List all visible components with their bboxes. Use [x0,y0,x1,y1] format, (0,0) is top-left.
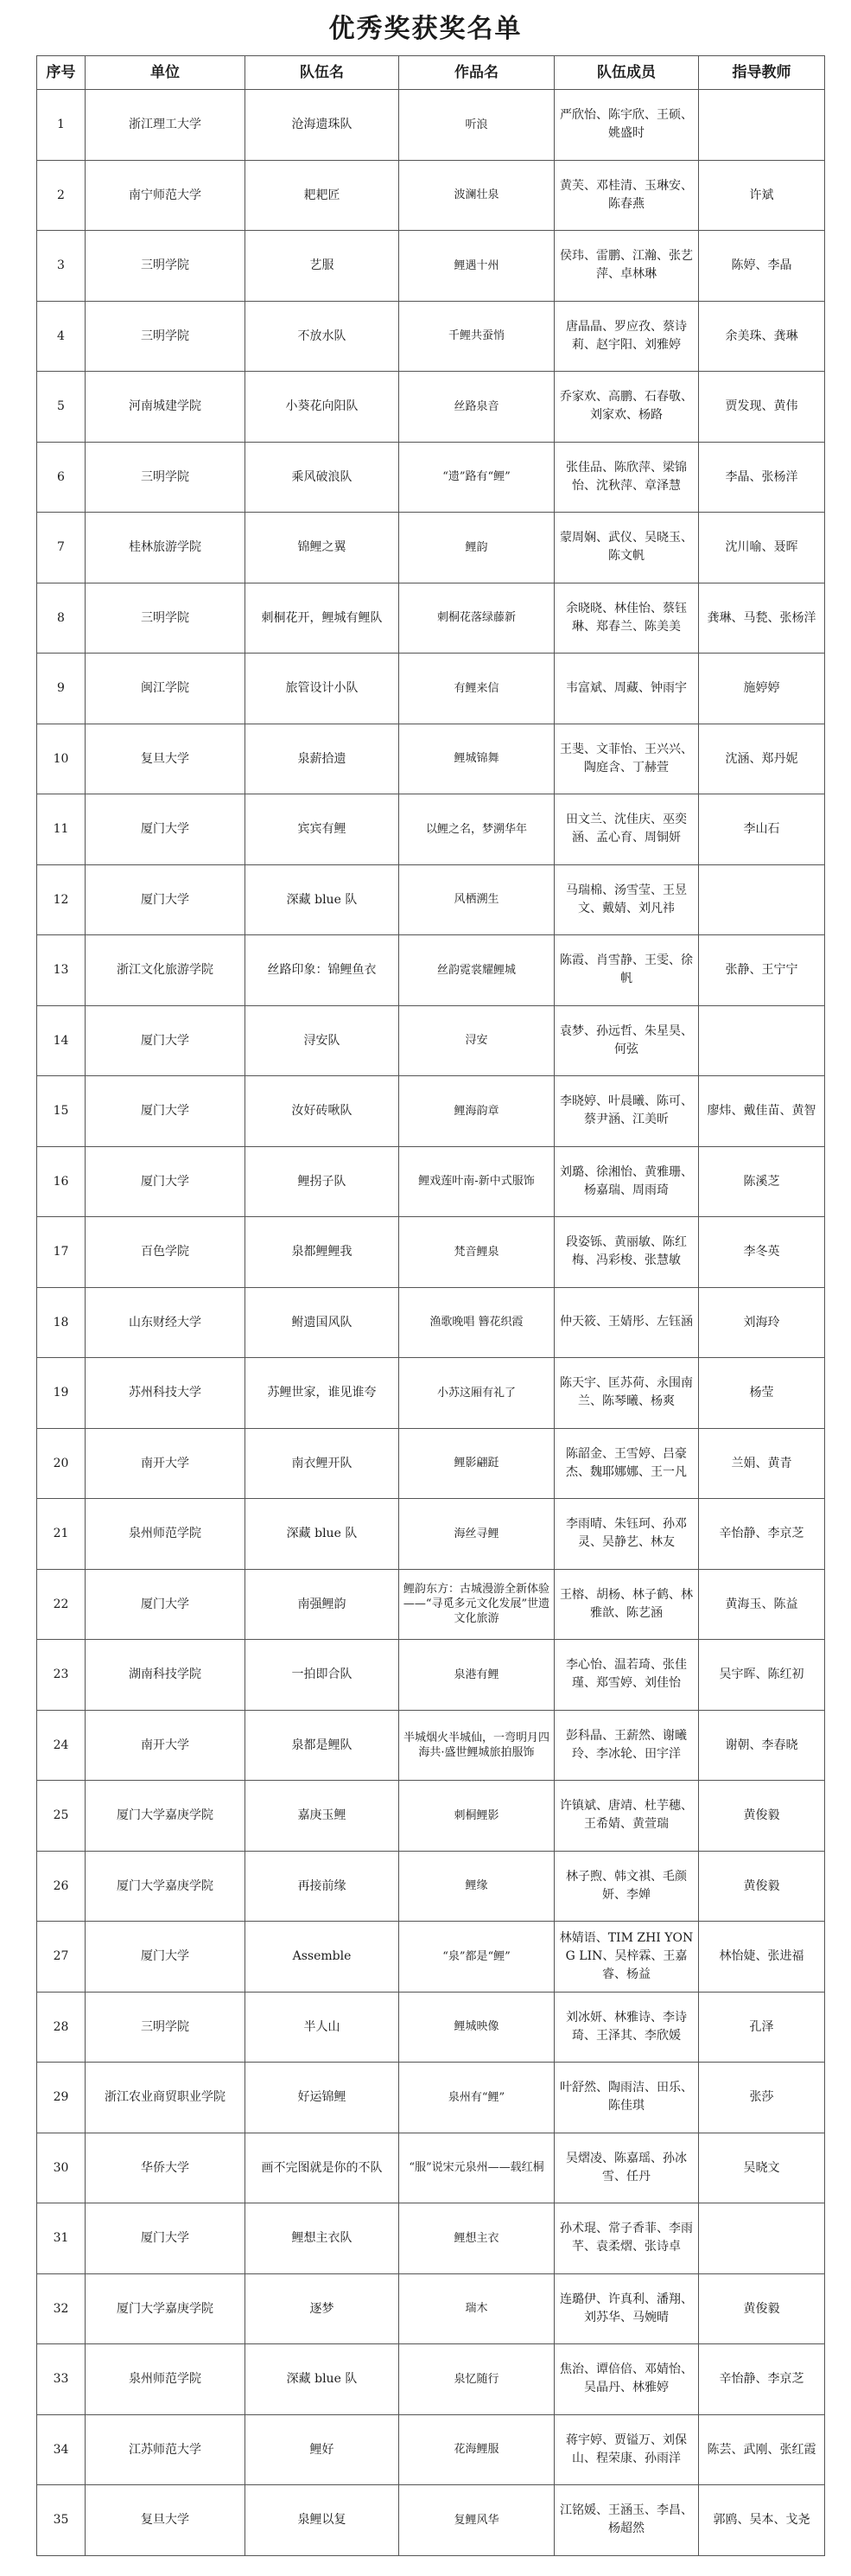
cell-members: 仲天筱、王婧彤、左钰涵 [555,1287,699,1358]
cell-no: 24 [37,1710,86,1781]
cell-advisor: 陈芸、武刚、张红霞 [699,2414,825,2485]
cell-members: 侯玮、雷鹏、江瀚、张艺萍、卓林琳 [555,231,699,302]
table-row [37,1781,825,1852]
cell-unit: 浙江文化旅游学院 [86,935,245,1006]
cell-work: 鲤海韵章 [399,1076,555,1147]
cell-advisor: 辛怡静、李京芝 [699,1499,825,1570]
cell-members: 江铭媛、王涵玉、李昌、杨超然 [555,2485,699,2556]
header-no: 序号 [37,56,86,90]
cell-no: 8 [37,583,86,654]
cell-team: 小葵花向阳队 [245,372,399,443]
table-row [37,1217,825,1288]
cell-team: 艺服 [245,231,399,302]
cell-unit: 南开大学 [86,1710,245,1781]
cell-work: 鲤城映像 [399,1992,555,2063]
cell-members: 韦富斌、周藏、钟雨宇 [555,654,699,724]
cell-work: 梵音鲤泉 [399,1217,555,1288]
cell-members: 吴熠凌、陈嘉瑶、孙冰雪、任丹 [555,2133,699,2203]
cell-unit: 厦门大学 [86,1076,245,1147]
cell-work: “遗”路有“鲤” [399,442,555,513]
cell-advisor: 陈溪芝 [699,1146,825,1217]
table-row [37,2063,825,2133]
cell-advisor: 吴晓文 [699,2133,825,2203]
cell-unit: 厦门大学 [86,2203,245,2274]
page-title: 优秀奖获奖名单 [328,14,523,44]
cell-work: 半城烟火半城仙，一弯明月四海共·盛世鲤城旅拍服饰 [399,1710,555,1781]
cell-members: 乔家欢、高鹏、石春敬、刘家欢、杨路 [555,372,699,443]
table-row [37,1851,825,1922]
table-body [37,90,825,2556]
cell-unit: 三明学院 [86,442,245,513]
cell-team: 锦鲤之翼 [245,513,399,583]
cell-team: 逐梦 [245,2273,399,2344]
cell-no: 4 [37,301,86,372]
cell-team: 沧海遗珠队 [245,90,399,161]
cell-team: 嘉庚玉鲤 [245,1781,399,1852]
cell-team: 汝好砖啾队 [245,1076,399,1147]
table-row [37,1287,825,1358]
cell-work: 丝韵霓裳耀鲤城 [399,935,555,1006]
cell-no: 25 [37,1781,86,1852]
cell-unit: 厦门大学 [86,1922,245,1993]
cell-advisor: 贾发现、黄伟 [699,372,825,443]
cell-no: 13 [37,935,86,1006]
cell-advisor: 沈川喻、聂晖 [699,513,825,583]
cell-unit: 复旦大学 [86,724,245,794]
cell-team: 鲤想主衣队 [245,2203,399,2274]
table-row [37,301,825,372]
cell-members: 王斐、文菲怡、王兴兴、陶庭含、丁赫萱 [555,724,699,794]
cell-advisor: 刘海玲 [699,1287,825,1358]
cell-advisor: 施婷婷 [699,654,825,724]
cell-no: 9 [37,654,86,724]
cell-work: 鲤影翩跹 [399,1428,555,1499]
cell-unit: 厦门大学嘉庚学院 [86,1851,245,1922]
cell-work: 海丝寻鲤 [399,1499,555,1570]
cell-members: 林子煦、韩文祺、毛颜妍、李婵 [555,1851,699,1922]
cell-team: 一拍即合队 [245,1640,399,1711]
cell-no: 11 [37,794,86,865]
cell-advisor: 郭鸥、吴本、戈尧 [699,2485,825,2556]
cell-advisor: 辛怡静、李京芝 [699,2344,825,2415]
cell-advisor: 沈涵、郑丹妮 [699,724,825,794]
cell-members: 王榕、胡杨、林子鹤、林雅歆、陈艺涵 [555,1569,699,1640]
cell-advisor: 孔泽 [699,1992,825,2063]
cell-team: 泉都鲤鲤我 [245,1217,399,1288]
cell-no: 6 [37,442,86,513]
cell-no: 16 [37,1146,86,1217]
cell-team: 南强鲤韵 [245,1569,399,1640]
cell-members: 连璐伊、许真利、潘翔、刘苏华、马婉晴 [555,2273,699,2344]
table-row [37,513,825,583]
cell-advisor: 廖炜、戴佳苗、黄智 [699,1076,825,1147]
cell-work: 瑞木 [399,2273,555,2344]
cell-work: 丝路泉音 [399,372,555,443]
cell-members: 黄芙、邓桂清、玉琳安、陈春燕 [555,160,699,231]
cell-team: 鲤拐子队 [245,1146,399,1217]
cell-advisor [699,864,825,935]
cell-advisor: 陈婷、李晶 [699,231,825,302]
cell-members: 李心怡、温若琦、张佳瑾、郑雪婷、刘佳怡 [555,1640,699,1711]
cell-members: 陈霞、肖雪静、王雯、徐帆 [555,935,699,1006]
cell-team: 画不完图就是你的不队 [245,2133,399,2203]
cell-members: 林婧语、TIM ZHI YONG LIN、吴梓霖、王嘉睿、杨益 [555,1922,699,1993]
cell-members: 焦治、谭倍倍、邓婧怡、吴晶丹、林雅婷 [555,2344,699,2415]
cell-no: 19 [37,1358,86,1429]
cell-team: 宾宾有鲤 [245,794,399,865]
table-row [37,2133,825,2203]
cell-no: 21 [37,1499,86,1570]
cell-unit: 南宁师范大学 [86,160,245,231]
cell-advisor: 李山石 [699,794,825,865]
cell-no: 28 [37,1992,86,2063]
cell-advisor: 谢朝、李春晓 [699,1710,825,1781]
cell-unit: 闽江学院 [86,654,245,724]
cell-no: 20 [37,1428,86,1499]
cell-team: 耙耙匠 [245,160,399,231]
table-row [37,442,825,513]
header-work: 作品名 [399,56,555,90]
cell-advisor: 李晶、张杨洋 [699,442,825,513]
table-row [37,1569,825,1640]
cell-no: 27 [37,1922,86,1993]
table-row [37,2203,825,2274]
cell-unit: 泉州师范学院 [86,2344,245,2415]
cell-no: 23 [37,1640,86,1711]
cell-no: 32 [37,2273,86,2344]
cell-work: 波澜壮泉 [399,160,555,231]
cell-members: 蒙周娴、武仪、吴晓玉、陈文帆 [555,513,699,583]
cell-advisor: 许斌 [699,160,825,231]
cell-work: 复鲤风华 [399,2485,555,2556]
cell-no: 12 [37,864,86,935]
cell-work: 刺桐花落绿藤新 [399,583,555,654]
cell-unit: 湖南科技学院 [86,1640,245,1711]
cell-advisor [699,2203,825,2274]
table-row [37,90,825,161]
cell-no: 34 [37,2414,86,2485]
cell-work: 泉州有“鲤” [399,2063,555,2133]
cell-unit: 复旦大学 [86,2485,245,2556]
cell-no: 5 [37,372,86,443]
cell-work: 听浪 [399,90,555,161]
cell-no: 18 [37,1287,86,1358]
table-row [37,724,825,794]
table-row [37,935,825,1006]
cell-advisor: 林怡婕、张进福 [699,1922,825,1993]
cell-members: 余晓晓、林佳怡、蔡钰琳、郑春兰、陈美美 [555,583,699,654]
cell-team: 南衣鲤开队 [245,1428,399,1499]
cell-members: 段姿铄、黄丽敏、陈红梅、冯彩梭、张慧敏 [555,1217,699,1288]
cell-team: 深藏 blue 队 [245,864,399,935]
table-row [37,583,825,654]
cell-advisor: 黄俊毅 [699,1851,825,1922]
cell-members: 马瑞棉、汤雪莹、王昱文、戴婧、刘凡祎 [555,864,699,935]
cell-advisor: 黄俊毅 [699,2273,825,2344]
cell-work: 小苏这厢有礼了 [399,1358,555,1429]
table-row [37,1992,825,2063]
cell-unit: 江苏师范大学 [86,2414,245,2485]
cell-work: “泉”都是“鲤” [399,1922,555,1993]
table-row [37,2273,825,2344]
cell-work: 鲤韵 [399,513,555,583]
cell-team: 再接前缘 [245,1851,399,1922]
cell-team: 鲋遗国风队 [245,1287,399,1358]
cell-team: Assemble [245,1922,399,1993]
cell-advisor: 张莎 [699,2063,825,2133]
cell-team: 好运锦鲤 [245,2063,399,2133]
cell-unit: 三明学院 [86,301,245,372]
cell-members: 刘冰妍、林雅诗、李诗琦、王泽其、李欣媛 [555,1992,699,2063]
table-row [37,372,825,443]
cell-unit: 厦门大学 [86,1569,245,1640]
cell-no: 10 [37,724,86,794]
cell-no: 31 [37,2203,86,2274]
cell-work: 浔安 [399,1005,555,1076]
table-row [37,2414,825,2485]
cell-unit: 桂林旅游学院 [86,513,245,583]
cell-work: 花海鲤服 [399,2414,555,2485]
cell-team: 鲤好 [245,2414,399,2485]
cell-work: 鲤缘 [399,1851,555,1922]
table-header-row [37,56,825,90]
table-row [37,1499,825,1570]
cell-members: 袁梦、孙远哲、朱星昊、何弦 [555,1005,699,1076]
cell-advisor: 吴宇晖、陈红初 [699,1640,825,1711]
cell-advisor: 黄海玉、陈益 [699,1569,825,1640]
cell-no: 1 [37,90,86,161]
cell-unit: 三明学院 [86,1992,245,2063]
header-team: 队伍名 [245,56,399,90]
cell-unit: 华侨大学 [86,2133,245,2203]
table-row [37,2344,825,2415]
table-row [37,654,825,724]
cell-no: 29 [37,2063,86,2133]
cell-advisor: 黄俊毅 [699,1781,825,1852]
cell-unit: 三明学院 [86,583,245,654]
cell-team: 泉都是鲤队 [245,1710,399,1781]
cell-members: 刘璐、徐湘怡、黄雅珊、杨嘉瑞、周雨琦 [555,1146,699,1217]
cell-no: 22 [37,1569,86,1640]
cell-members: 严欣怡、陈宇欣、王硕、姚盛时 [555,90,699,161]
cell-advisor [699,1005,825,1076]
cell-no: 14 [37,1005,86,1076]
table-row [37,864,825,935]
table-row [37,231,825,302]
cell-members: 许镇斌、唐靖、杜芋穗、王希婧、黄萱瑞 [555,1781,699,1852]
cell-unit: 河南城建学院 [86,372,245,443]
table-row [37,1146,825,1217]
cell-unit: 浙江理工大学 [86,90,245,161]
table-row [37,160,825,231]
cell-no: 33 [37,2344,86,2415]
cell-members: 张佳品、陈欣萍、梁锦怡、沈秋萍、章泽慧 [555,442,699,513]
cell-unit: 山东财经大学 [86,1287,245,1358]
cell-unit: 厦门大学嘉庚学院 [86,1781,245,1852]
cell-members: 田文兰、沈佳庆、巫奕涵、孟心育、周铜妍 [555,794,699,865]
cell-work: 千鲤共蚕悄 [399,301,555,372]
cell-unit: 三明学院 [86,231,245,302]
cell-work: 泉忆随行 [399,2344,555,2415]
cell-members: 李雨晴、朱钰珂、孙邓灵、吴静艺、林友 [555,1499,699,1570]
cell-members: 叶舒然、陶雨洁、田乐、陈佳琪 [555,2063,699,2133]
cell-unit: 厦门大学 [86,1146,245,1217]
cell-unit: 泉州师范学院 [86,1499,245,1570]
cell-unit: 厦门大学 [86,864,245,935]
cell-team: 浔安队 [245,1005,399,1076]
cell-members: 李晓婷、叶晨曦、陈可、蔡尹涵、江美昕 [555,1076,699,1147]
cell-no: 35 [37,2485,86,2556]
cell-work: 鲤想主衣 [399,2203,555,2274]
table-row [37,794,825,865]
cell-work: 有鲤来信 [399,654,555,724]
table-row [37,1710,825,1781]
cell-team: 不放水队 [245,301,399,372]
cell-advisor: 龚琳、马甃、张杨洋 [699,583,825,654]
cell-unit: 厦门大学 [86,794,245,865]
table-row [37,2485,825,2556]
table-row [37,1922,825,1993]
cell-unit: 厦门大学嘉庚学院 [86,2273,245,2344]
cell-no: 17 [37,1217,86,1288]
cell-no: 26 [37,1851,86,1922]
cell-team: 半人山 [245,1992,399,2063]
cell-work: 风栖溯生 [399,864,555,935]
cell-work: 渔歌晚唱 簪花织霞 [399,1287,555,1358]
cell-work: 泉港有鲤 [399,1640,555,1711]
cell-work: “服”说宋元泉州——载红桐 [399,2133,555,2203]
cell-team: 深藏 blue 队 [245,2344,399,2415]
cell-advisor [699,90,825,161]
cell-team: 深藏 blue 队 [245,1499,399,1570]
cell-unit: 苏州科技大学 [86,1358,245,1429]
cell-work: 鲤戏莲叶南-新中式服饰 [399,1146,555,1217]
cell-no: 3 [37,231,86,302]
cell-unit: 浙江农业商贸职业学院 [86,2063,245,2133]
cell-advisor: 李冬英 [699,1217,825,1288]
table-row [37,1640,825,1711]
table-row [37,1428,825,1499]
cell-advisor: 杨莹 [699,1358,825,1429]
cell-work: 以鲤之名，梦溯华年 [399,794,555,865]
cell-unit: 厦门大学 [86,1005,245,1076]
cell-advisor: 张静、王宁宁 [699,935,825,1006]
header-advisor: 指导教师 [699,56,825,90]
cell-unit: 百色学院 [86,1217,245,1288]
table-row [37,1005,825,1076]
cell-members: 彭科晶、王薪然、谢曦玲、李冰轮、田宇洋 [555,1710,699,1781]
cell-team: 泉鲤以复 [245,2485,399,2556]
cell-no: 2 [37,160,86,231]
cell-work: 刺桐鲤影 [399,1781,555,1852]
cell-work: 鲤遇十州 [399,231,555,302]
cell-team: 乘风破浪队 [245,442,399,513]
header-unit: 单位 [86,56,245,90]
cell-members: 蒋宇婷、贾镒万、刘保山、程荣康、孙雨洋 [555,2414,699,2485]
cell-no: 15 [37,1076,86,1147]
table-row [37,1076,825,1147]
cell-members: 陈韶金、王雪婷、吕豪杰、魏耶娜娜、王一凡 [555,1428,699,1499]
cell-team: 刺桐花开，鲤城有鲤队 [245,583,399,654]
header-members: 队伍成员 [555,56,699,90]
cell-advisor: 余美珠、龚琳 [699,301,825,372]
cell-work: 鲤韵东方：古城漫游全新体验——“寻觅多元文化发展”世遗文化旅游 [399,1569,555,1640]
cell-members: 陈天宇、匡苏荷、永围南兰、陈琴曦、杨爽 [555,1358,699,1429]
cell-unit: 南开大学 [86,1428,245,1499]
cell-team: 泉薪拾遗 [245,724,399,794]
cell-no: 30 [37,2133,86,2203]
cell-no: 7 [37,513,86,583]
table-row [37,1358,825,1429]
cell-members: 唐晶晶、罗应孜、蔡诗莉、赵宇阳、刘雅婷 [555,301,699,372]
cell-team: 丝路印象：锦鲤鱼衣 [245,935,399,1006]
award-table [36,55,825,2556]
cell-members: 孙术琨、常子香菲、李雨芊、袁柔熠、张诗卓 [555,2203,699,2274]
cell-advisor: 兰娟、黄青 [699,1428,825,1499]
cell-work: 鲤城锦舞 [399,724,555,794]
cell-team: 旅管设计小队 [245,654,399,724]
cell-team: 苏鲤世家，谁见谁夸 [245,1358,399,1429]
